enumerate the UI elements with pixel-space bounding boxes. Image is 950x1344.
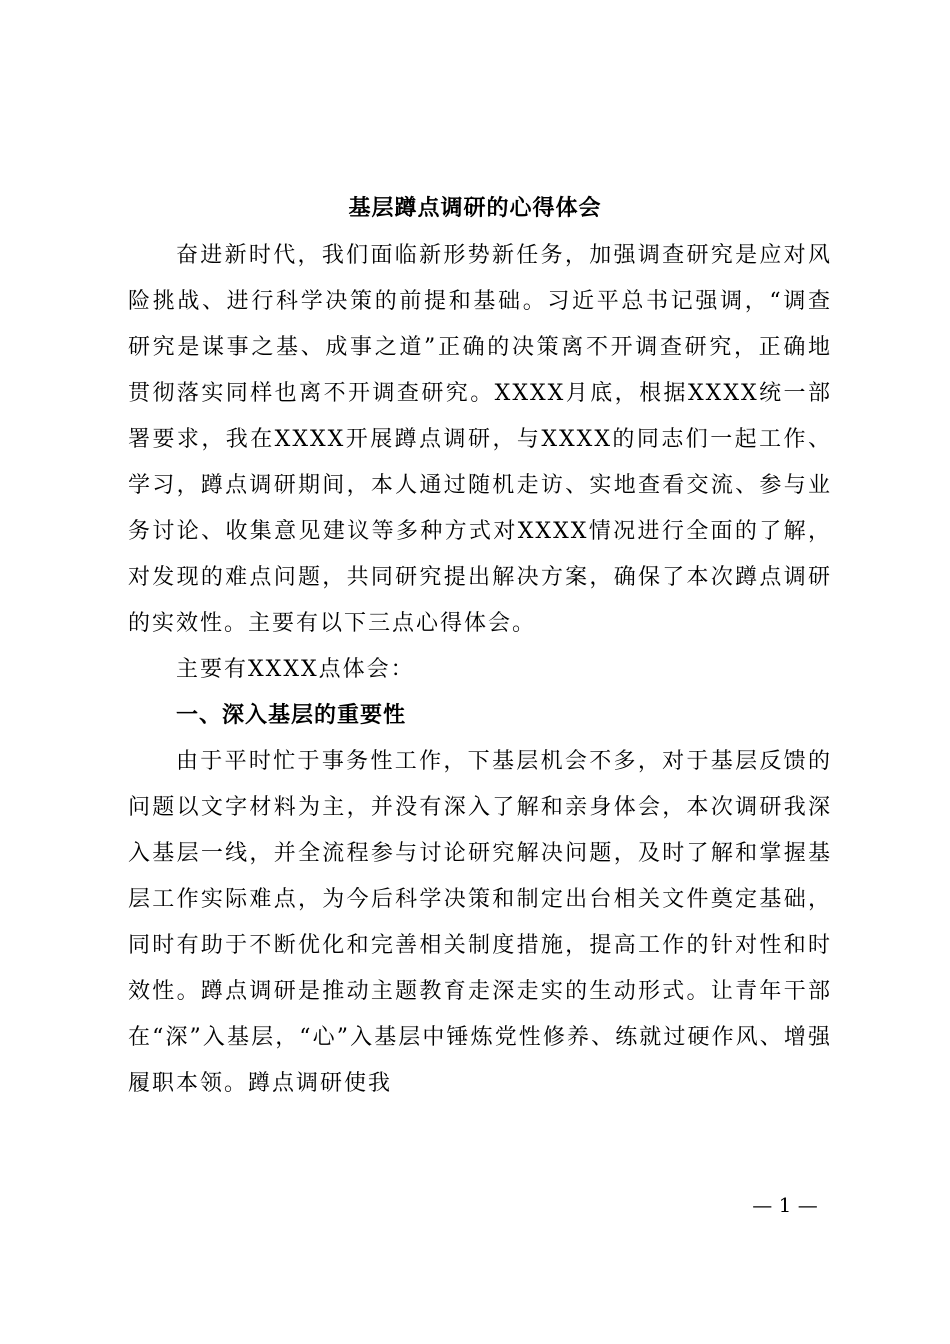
section-heading: 一、深入基层的重要性 <box>176 703 407 728</box>
document-title: 基层蹲点调研的心得体会 <box>348 195 602 221</box>
section-paragraph: 由于平时忙于事务性工作，下基层机会不多，对于基层反馈的问题以文字材料为主，并没有深入了解和亲身体会，本次调研我深入基层一线，并全流程参与讨论研究解决问题，及时了解和掌握基层工作实际难点，为今后科学决策和制定出台相关文件奠定基础，同时有助于不断优化和完善相关制度措施，提高工作的针对性和时效性。蹲点调研是推动主题教育走深走实的生动形式。让青年干部在“深”入基层，“心”入基层中锤炼党性修养、练就过硬作风、增强履职本领。蹲点调研使我 <box>128 749 832 1096</box>
intro-paragraph: 奋进新时代，我们面临新形势新任务，加强调查研究是应对风险挑战、进行科学决策的前提和基础。习近平总书记强调，“调查研究是谋事之基、成事之道”正确的决策离不开调查研究，正确地贯彻落实同样也离不开调查研究。XXXX月底，根据XXXX统一部署要求，我在XXXX开展蹲点调研，与XXXX的同志们一起工作、学习，蹲点调研期间，本人通过随机走访、实地查看交流、参与业务讨论、收集意见建议等多种方式对XXXX情况进行全面的了解，对发现的难点问题，共同研究提出解决方案，确保了本次蹲点调研的实效性。主要有以下三点心得体会。 <box>128 243 832 636</box>
summary-paragraph: 主要有XXXX点体会： <box>176 657 415 682</box>
page-number: — 1 — <box>752 1193 818 1217</box>
document-body <box>128 233 832 1107</box>
